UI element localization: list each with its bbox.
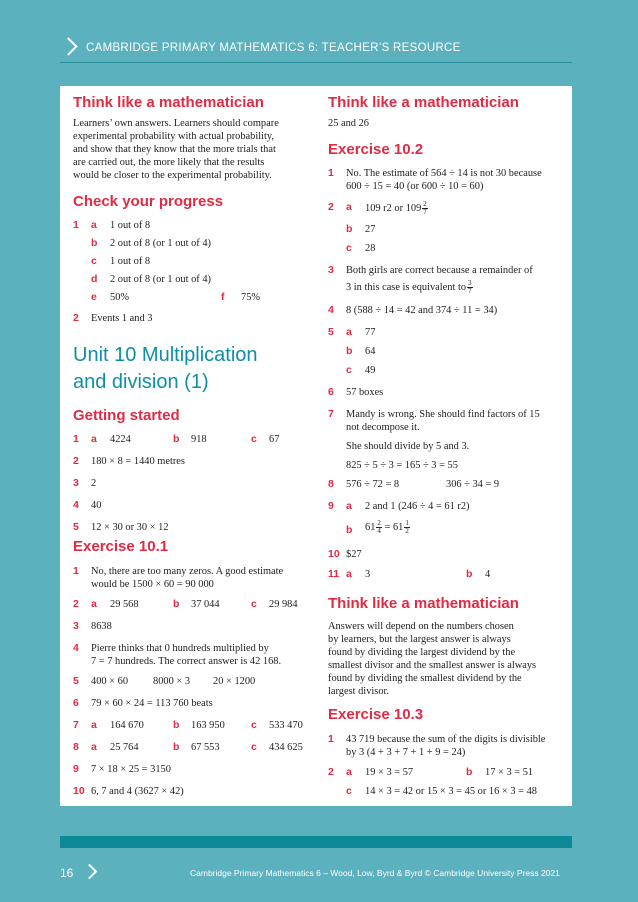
text-line: Learners’ own answers. Learners should compare — [73, 118, 279, 129]
item-text: 20 × 1200 — [213, 676, 256, 687]
think-answer: 25 and 26 — [328, 118, 369, 129]
item-text: 2 — [91, 478, 97, 489]
item-number: 9 — [73, 763, 79, 775]
list-item — [328, 766, 566, 785]
getting-started-list — [73, 433, 305, 543]
item-text: 57 boxes — [346, 387, 384, 398]
item-text: 37 044 — [191, 599, 220, 610]
item-text: 77 — [365, 327, 376, 338]
item-letter: c — [251, 598, 257, 610]
list-item — [328, 568, 566, 588]
list-item — [73, 237, 305, 255]
item-text: 19 × 3 = 57 — [365, 767, 414, 778]
item-number: 2 — [73, 312, 79, 324]
item-text: 600 ÷ 15 = 40 (or 600 ÷ 10 = 60) — [346, 181, 484, 192]
item-text: 918 — [191, 434, 207, 445]
fraction — [376, 520, 382, 535]
item-text: 533 470 — [269, 720, 303, 731]
fraction-denominator: 4 — [377, 527, 381, 535]
item-number: 4 — [73, 642, 79, 654]
item-letter: a — [346, 201, 352, 213]
list-item — [328, 304, 566, 326]
section-heading: Think like a mathematician — [328, 595, 519, 612]
list-item — [73, 291, 305, 309]
fraction-numerator: 1 — [405, 519, 409, 527]
list-item — [73, 598, 305, 620]
item-text — [365, 201, 428, 216]
list-item — [73, 433, 305, 455]
item-text: 14 × 3 = 42 or 15 × 3 = 45 or 16 × 3 = 48 — [365, 786, 537, 797]
list-item — [73, 763, 305, 785]
item-text: not decompose it. — [346, 422, 420, 433]
item-text: $27 — [346, 549, 362, 560]
list-item — [328, 201, 566, 223]
list-item — [328, 326, 566, 345]
item-text: would be 1500 × 60 = 90 000 — [91, 579, 214, 590]
list-item — [73, 455, 305, 477]
item-number: 3 — [328, 264, 334, 276]
item-text: 27 — [365, 224, 376, 235]
item-text: No, there are too many zeros. A good estimate — [91, 566, 284, 577]
list-item — [73, 785, 305, 807]
item-text: 43 719 because the sum of the digits is divisible — [346, 734, 546, 745]
item-number: 1 — [73, 565, 79, 577]
item-number: 5 — [73, 675, 79, 687]
text-line: and show that they know that the more trials that — [73, 144, 276, 155]
think-paragraph — [73, 117, 305, 182]
fraction — [467, 280, 473, 295]
list-item — [328, 408, 566, 478]
item-text: 8638 — [91, 621, 112, 632]
item-letter: f — [221, 291, 225, 303]
list-item — [328, 500, 566, 520]
exercise-10-2-list — [328, 167, 566, 588]
list-item — [328, 386, 566, 408]
item-text: 2 and 1 (246 ÷ 4 = 61 r2) — [365, 501, 470, 512]
item-text: She should divide by 5 and 3. — [346, 441, 470, 452]
item-text-part: 61 — [365, 521, 376, 533]
item-text: 67 553 — [191, 742, 220, 753]
item-text: 4 — [485, 569, 491, 580]
item-number: 1 — [328, 167, 334, 179]
unit-title-line: Unit 10 Multiplication — [73, 344, 258, 366]
item-text: 8 (588 ÷ 14 = 42 and 374 ÷ 11 = 34) — [346, 305, 498, 316]
item-letter: b — [346, 345, 353, 357]
item-text: by 3 (4 + 3 + 7 + 1 + 9 = 24) — [346, 747, 466, 758]
item-text: 6, 7 and 4 (3627 × 42) — [91, 786, 184, 797]
list-item — [73, 642, 305, 675]
item-text: 2 out of 8 (or 1 out of 4) — [110, 238, 212, 249]
item-letter: a — [346, 766, 352, 778]
chevron-right-icon — [82, 864, 98, 880]
list-item — [328, 478, 566, 500]
text-line: by learners, but the largest answer is always — [328, 634, 511, 645]
item-letter: b — [346, 524, 353, 536]
item-text-part: 3 in this case is equivalent to — [346, 281, 467, 293]
item-text: 40 — [91, 500, 102, 511]
item-letter: c — [346, 242, 352, 254]
item-letter: c — [346, 785, 352, 797]
section-heading: Think like a mathematician — [328, 94, 519, 111]
item-text: 4224 — [110, 434, 131, 445]
item-number: 2 — [73, 455, 79, 467]
item-letter: a — [346, 326, 352, 338]
list-item — [328, 345, 566, 364]
item-text: 164 670 — [110, 720, 144, 731]
list-item — [73, 312, 305, 330]
item-letter: b — [173, 719, 180, 731]
item-text: 434 625 — [269, 742, 303, 753]
item-text-part: = 61 — [384, 521, 404, 533]
item-text: 7 = 7 hundreds. The correct answer is 42 168. — [91, 656, 282, 667]
item-number: 4 — [73, 499, 79, 511]
item-text: 825 ÷ 5 ÷ 3 = 165 ÷ 3 = 55 — [346, 460, 458, 471]
chevron-right-icon — [59, 37, 77, 55]
list-item — [328, 223, 566, 242]
item-number: 2 — [73, 598, 79, 610]
text-line: would be closer to the experimental probability. — [73, 170, 272, 181]
item-number: 1 — [73, 219, 79, 231]
unit-title — [73, 342, 258, 396]
item-text: 25 764 — [110, 742, 139, 753]
list-item — [328, 167, 566, 201]
item-letter: a — [346, 500, 352, 512]
item-text: 50% — [110, 292, 130, 303]
item-letter: b — [173, 433, 180, 445]
item-letter: b — [466, 766, 473, 778]
item-number: 10 — [328, 548, 340, 560]
item-text: 49 — [365, 365, 376, 376]
item-text: 163 950 — [191, 720, 225, 731]
item-number: 1 — [328, 733, 334, 745]
item-text: 67 — [269, 434, 280, 445]
item-number: 6 — [328, 386, 334, 398]
list-item — [73, 255, 305, 273]
section-heading: Think like a mathematician — [73, 94, 264, 111]
item-text: 8000 × 3 — [153, 676, 191, 687]
item-letter: d — [91, 273, 98, 285]
item-letter: b — [173, 741, 180, 753]
list-item — [73, 477, 305, 499]
footer-credit: Cambridge Primary Mathematics 6 – Wood, Low, Byrd & Byrd © Cambridge University Press 2021 — [190, 868, 560, 878]
unit-title-line: and division (1) — [73, 371, 209, 393]
item-text: 17 × 3 = 51 — [485, 767, 534, 778]
item-letter: a — [91, 219, 97, 231]
list-item — [73, 499, 305, 521]
text-line: smallest divisor and the smallest answer is always — [328, 660, 537, 671]
list-item — [73, 719, 305, 741]
item-letter: b — [346, 223, 353, 235]
item-number: 10 — [73, 785, 85, 797]
text-line: largest divisor. — [328, 686, 389, 697]
section-heading: Check your progress — [73, 193, 224, 210]
item-number: 2 — [328, 766, 334, 778]
think-paragraph — [328, 620, 568, 698]
item-number: 7 — [328, 408, 334, 420]
list-item — [328, 733, 566, 766]
exercise-10-1-list — [73, 565, 305, 807]
section-heading: Exercise 10.1 — [73, 538, 169, 555]
item-letter: c — [251, 433, 257, 445]
page-number: 16 — [60, 866, 74, 880]
item-number: 11 — [328, 568, 340, 580]
item-letter: c — [251, 719, 257, 731]
item-letter: b — [466, 568, 473, 580]
text-line: Answers will depend on the numbers chosen — [328, 621, 514, 632]
header-rule — [60, 62, 572, 63]
page-header — [0, 0, 638, 70]
list-item — [73, 565, 305, 598]
item-text: Mandy is wrong. She should find factors of 15 — [346, 409, 540, 420]
list-item — [73, 273, 305, 291]
item-number: 5 — [328, 326, 334, 338]
fraction-numerator: 2 — [423, 200, 427, 208]
item-text — [365, 520, 410, 535]
item-text: No. The estimate of 564 ÷ 14 is not 30 because — [346, 168, 542, 179]
item-number: 2 — [328, 201, 334, 213]
item-text: 576 ÷ 72 = 8 — [346, 479, 400, 490]
item-text-part: 109 r2 or 109 — [365, 202, 422, 214]
text-line: found by dividing the largest dividend by the — [328, 647, 516, 658]
item-text: 79 × 60 × 24 = 113 760 beats — [91, 698, 213, 709]
fraction-numerator: 3 — [468, 279, 472, 287]
section-heading: Getting started — [73, 407, 180, 424]
text-line: found by dividing the smallest dividend by the — [328, 673, 522, 684]
item-text: 3 — [365, 569, 371, 580]
list-item — [73, 741, 305, 763]
exercise-10-3-list — [328, 733, 566, 804]
item-text: Both girls are correct because a remainder of — [346, 265, 533, 276]
item-text: 180 × 8 = 1440 metres — [91, 456, 185, 467]
item-number: 4 — [328, 304, 334, 316]
item-text: 29 568 — [110, 599, 139, 610]
item-text: 400 × 60 — [91, 676, 129, 687]
item-letter: a — [91, 719, 97, 731]
item-text: 7 × 18 × 25 = 3150 — [91, 764, 171, 775]
fraction — [422, 201, 428, 216]
item-letter: c — [346, 364, 352, 376]
item-number: 7 — [73, 719, 79, 731]
item-text: 306 ÷ 34 = 9 — [446, 479, 500, 490]
fraction-denominator: 7 — [423, 208, 427, 216]
item-text — [346, 280, 473, 295]
item-text: 12 × 30 or 30 × 12 — [91, 522, 169, 533]
item-letter: a — [91, 741, 97, 753]
item-text: Pierre thinks that 0 hundreds multiplied by — [91, 643, 269, 654]
text-line: are carried out, the more likely that the results — [73, 157, 265, 168]
list-item — [73, 620, 305, 642]
item-text: 29 984 — [269, 599, 298, 610]
page-content — [60, 86, 572, 806]
item-number: 9 — [328, 500, 334, 512]
item-number: 5 — [73, 521, 79, 533]
list-item — [328, 264, 566, 304]
fraction-denominator: 7 — [468, 287, 472, 295]
item-text: Events 1 and 3 — [91, 313, 153, 324]
section-heading: Exercise 10.2 — [328, 141, 424, 158]
list-item — [328, 242, 566, 264]
item-letter: b — [173, 598, 180, 610]
item-letter: e — [91, 291, 97, 303]
item-number: 1 — [73, 433, 79, 445]
section-heading: Exercise 10.3 — [328, 706, 424, 723]
item-number: 8 — [328, 478, 334, 490]
fraction — [404, 520, 410, 535]
item-number: 8 — [73, 741, 79, 753]
fraction-denominator: 2 — [405, 527, 409, 535]
item-letter: c — [251, 741, 257, 753]
item-text: 2 out of 8 (or 1 out of 4) — [110, 274, 212, 285]
item-number: 3 — [73, 620, 79, 632]
item-letter: a — [91, 598, 97, 610]
item-text: 64 — [365, 346, 376, 357]
list-item — [328, 785, 566, 804]
item-text: 1 out of 8 — [110, 256, 151, 267]
item-text: 75% — [241, 292, 261, 303]
list-item — [73, 697, 305, 719]
list-item — [328, 520, 566, 548]
header-title: CAMBRIDGE PRIMARY MATHEMATICS 6: TEACHER’S RESOURCE — [86, 42, 461, 54]
item-letter: c — [91, 255, 97, 267]
item-letter: a — [91, 433, 97, 445]
item-letter: b — [91, 237, 98, 249]
text-line: experimental probability with actual probability, — [73, 131, 275, 142]
item-number: 3 — [73, 477, 79, 489]
list-item — [73, 219, 305, 237]
list-item — [73, 675, 305, 697]
item-number: 6 — [73, 697, 79, 709]
list-item — [328, 548, 566, 568]
item-letter: a — [346, 568, 352, 580]
fraction-numerator: 2 — [377, 519, 381, 527]
list-item — [328, 364, 566, 386]
item-text: 1 out of 8 — [110, 220, 151, 231]
item-text: 28 — [365, 243, 376, 254]
check-list — [73, 219, 305, 330]
footer-bar — [60, 836, 572, 848]
